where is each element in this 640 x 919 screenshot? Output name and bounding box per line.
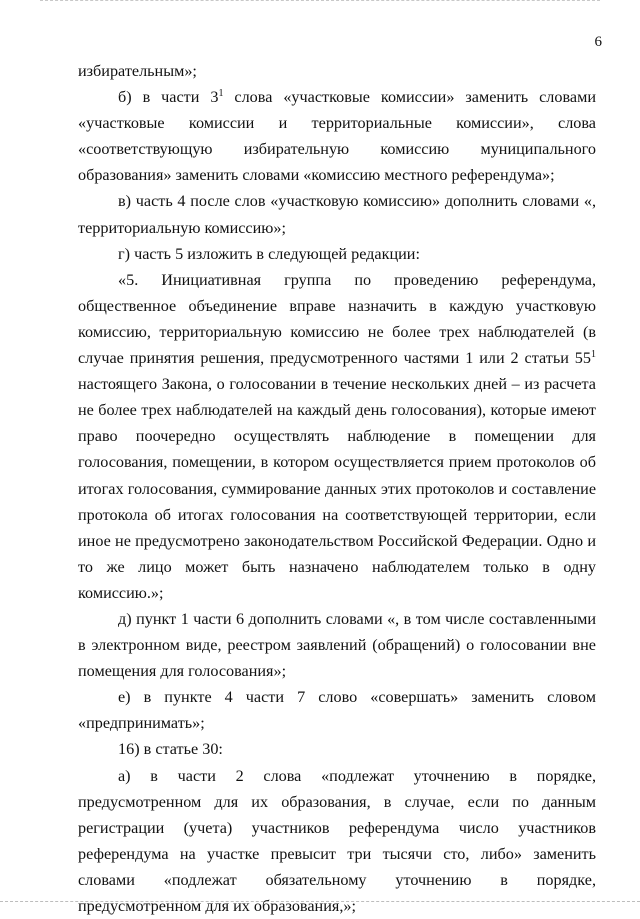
- superscript: 1: [218, 88, 224, 100]
- paragraph-part-5: [78, 267, 596, 606]
- paragraph-a: а) в части 2 слова «подлежат уточнению в порядке, предусмотренном для их образования, в случае, если по данным регистрации (учета) участников референдума число участников референдума на участке превысит три тысячи сто, либо» заменить словами «подлежат обязательному уточнению в порядке, предусмотренном для их образования,»;: [78, 766, 596, 915]
- scan-bottom-edge: [0, 901, 640, 904]
- paragraph-continuation: избирательным»;: [78, 62, 197, 80]
- page-number: 6: [594, 34, 602, 50]
- paragraph-16: 16) в статье 30:: [118, 740, 223, 759]
- paragraph-b: [78, 84, 596, 188]
- paragraph-b-text-end: слова «участковые комиссии» заменить словами «участковые комиссии и территориальные комиссии», слова «соответствующую избирательную комиссию муниципального образования» заменить словами «комиссию местного референдума»;: [78, 88, 596, 185]
- paragraph-v: в) часть 4 после слов «участковую комиссию» дополнить словами «, территориальную комиссию»;: [78, 192, 596, 237]
- scan-top-edge: [40, 0, 600, 4]
- paragraph-d: д) пункт 1 части 6 дополнить словами «, в том числе составленными в электронном виде, реестром заявлений (обращений) о голосовании вне помещения для голосования»;: [78, 609, 596, 681]
- paragraph-part-5-text-start: «5. Инициативная группа по проведению референдума, общественное объединение вправе назначить в каждую участковую комиссию, территориальную комиссию не более трех наблюдателей (в случае принятия решения, предусмотренного частями 1 или 2 статьи 55: [78, 270, 596, 368]
- paragraph-g: г) часть 5 изложить в следующей редакции:: [118, 244, 420, 263]
- paragraph-b-text-start: б) в части 3: [118, 88, 219, 107]
- paragraph-part-5-text-end: настоящего Закона, о голосовании в течение нескольких дней – из расчета не более трех наблюдателей на каждый день голосования), которые имеют право поочередно осуществлять наблюдение в помещении для голосования, помещении, в котором осуществляется прием протоколов об итогах голосования, суммирование данных этих протоколов и составление протокола об итогах голосования на соответствующей территории, если иное не предусмотрено законодательством Российской Федерации. Одно и то же лицо может быть назначено наблюдателем только в одну комиссию.»;: [78, 375, 596, 602]
- superscript: 1: [591, 349, 596, 361]
- document-body: [78, 58, 596, 919]
- paragraph-e: е) в пункте 4 части 7 слово «совершать» заменить словом «предпринимать»;: [78, 688, 596, 733]
